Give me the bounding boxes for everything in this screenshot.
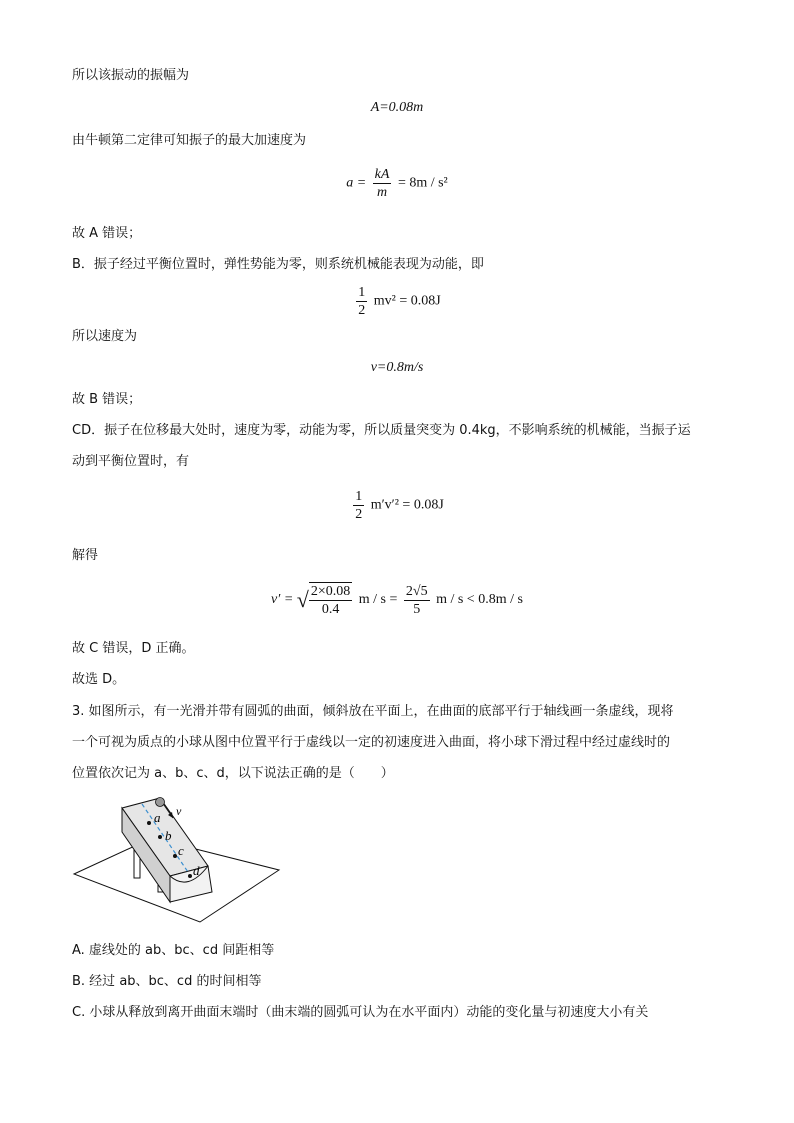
point-b bbox=[158, 835, 162, 839]
equation-velocity-2 bbox=[0, 582, 794, 618]
text-line: B．振子经过平衡位置时，弹性势能为零，则系统机械能表现为动能，即 bbox=[72, 257, 484, 272]
sqrt: √ $\frac{2\times 0.08}{0.4}$ bbox=[296, 584, 351, 617]
fraction bbox=[356, 284, 367, 319]
option-a: A. 虚线处的 ab、bc、cd 间距相等 bbox=[72, 943, 275, 958]
equation-energy bbox=[0, 284, 794, 319]
fraction-numerator: kA bbox=[374, 167, 390, 182]
fraction-denominator: m bbox=[376, 185, 388, 200]
text-line: 故 C 错误，D 正确。 bbox=[72, 641, 195, 656]
label-c: c bbox=[178, 843, 184, 858]
curved-ramp-figure bbox=[72, 796, 282, 926]
fraction-denominator: 2 bbox=[358, 303, 366, 318]
text-line: CD．振子在位移最大处时，速度为零，动能为零，所以质量突变为 0.4kg，不影响系统的机械能，当振子运 bbox=[72, 423, 691, 438]
option-b: B. 经过 ab、bc、cd 的时间相等 bbox=[72, 974, 262, 989]
point-a bbox=[147, 821, 151, 825]
point-c bbox=[173, 854, 177, 858]
eq-lhs: a = bbox=[346, 175, 367, 191]
question-3-line: 位置依次记为 a、b、c、d，以下说法正确的是（ ） bbox=[72, 766, 394, 781]
equation-energy-2 bbox=[0, 488, 794, 523]
fraction-numerator: 1 bbox=[355, 489, 363, 504]
eq-rhs: m′v′² = 0.08J bbox=[370, 497, 444, 513]
fraction bbox=[404, 583, 430, 618]
fraction bbox=[353, 488, 364, 523]
eq-rhs: mv² = 0.08J bbox=[373, 293, 441, 309]
equation-amplitude bbox=[0, 98, 794, 118]
text-line: 动到平衡位置时，有 bbox=[72, 454, 190, 469]
point-d bbox=[188, 874, 192, 878]
text-line: 由牛顿第二定律可知振子的最大加速度为 bbox=[72, 133, 307, 148]
fraction-denominator: 5 bbox=[413, 601, 421, 617]
fraction-numerator: 2×0.08 bbox=[310, 584, 351, 599]
fraction-numerator: 1 bbox=[358, 285, 366, 300]
text-line: 故选 D。 bbox=[72, 672, 126, 687]
text-line: 故 A 错误； bbox=[72, 226, 142, 241]
label-d: d bbox=[193, 863, 200, 878]
label-v: v bbox=[176, 804, 182, 818]
text-line: 解得 bbox=[72, 548, 99, 563]
question-3-line: 3. 如图所示，有一光滑并带有圆弧的曲面，倾斜放在平面上，在曲面的底部平行于轴线画一条虚线，现将 bbox=[72, 704, 674, 719]
equation-acceleration bbox=[0, 166, 794, 201]
equation-velocity bbox=[0, 358, 794, 378]
eq-mid: m / s = bbox=[358, 592, 398, 608]
eq-lhs: v′ = bbox=[271, 592, 294, 608]
ball bbox=[156, 798, 165, 807]
eq-text: v=0.8m/s bbox=[370, 360, 424, 375]
fraction-denominator: 0.4 bbox=[321, 602, 340, 617]
eq-rhs: = 8m / s² bbox=[397, 175, 448, 191]
text-line: 所以该振动的振幅为 bbox=[72, 68, 190, 83]
label-b: b bbox=[165, 828, 172, 843]
eq-text: A=0.08m bbox=[370, 100, 424, 115]
label-a: a bbox=[154, 810, 161, 825]
fraction-denominator: 2 bbox=[355, 507, 363, 522]
question-3-line: 一个可视为质点的小球从图中位置平行于虚线以一定的初速度进入曲面，将小球下滑过程中经过虚线时的 bbox=[72, 735, 671, 750]
fraction bbox=[373, 166, 392, 201]
text-line: 所以速度为 bbox=[72, 329, 138, 344]
option-c: C. 小球从释放到离开曲面末端时（曲末端的圆弧可认为在水平面内）动能的变化量与初速度大小有关 bbox=[72, 1005, 649, 1020]
ramp-diagram bbox=[72, 796, 282, 926]
fraction-numerator: 2√5 bbox=[405, 583, 428, 599]
text-line: 故 B 错误； bbox=[72, 392, 142, 407]
eq-rhs: m / s < 0.8m / s bbox=[436, 592, 523, 608]
